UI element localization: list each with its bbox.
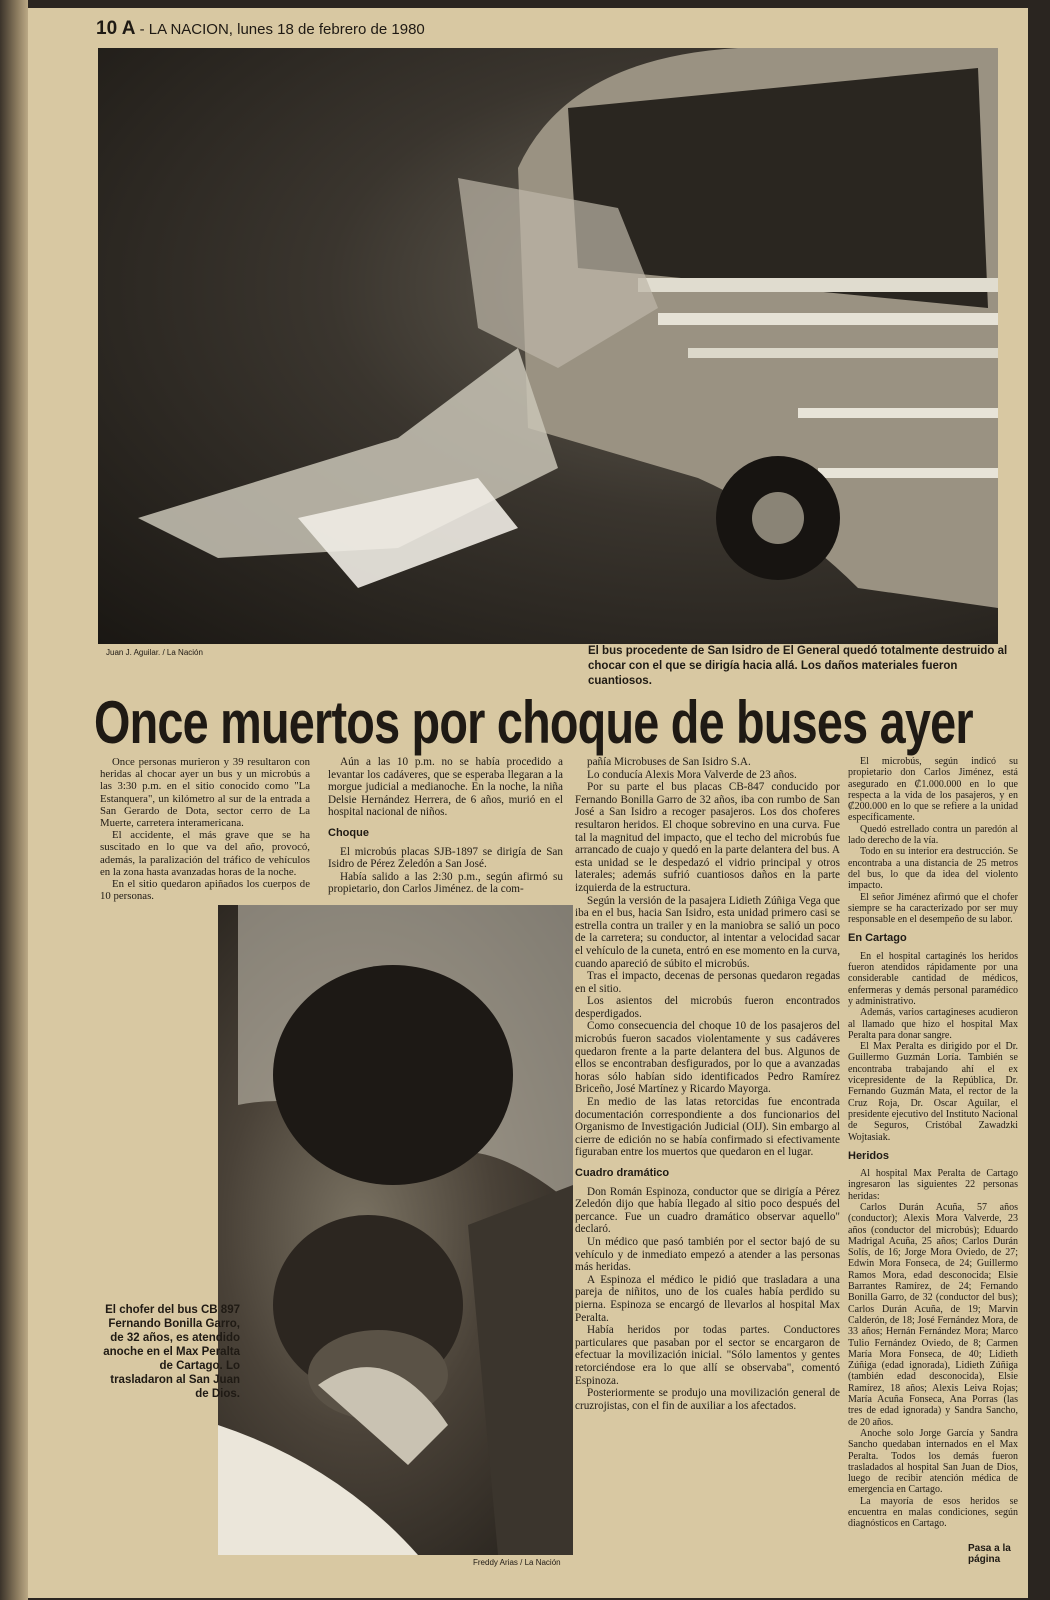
photo-caption-bottom: El chofer del bus CB 897 Fernando Bonilla Garro, de 32 años, es atendido anoche en el Max Peralta de Cartago. Lo trasladaron al San Juan de Dios. <box>103 1304 240 1400</box>
article-column-2 <box>328 756 563 896</box>
article-paragraph: En medio de las latas retorcidas fue encontrada documentación correspondiente a dos funcionarios del Organismo de Investigación Judicial (OIJ). Sin embargo al cierre de edición no se había confirmado si efectivamente figuraban entre los muertos que quedaron en el lugar. <box>575 1096 840 1159</box>
photo-credit-bottom: Freddy Arias / La Nación <box>473 1558 561 1567</box>
page-folio <box>96 18 425 40</box>
bus-wreck-photo <box>98 48 998 644</box>
article-column-1 <box>100 756 310 902</box>
article-paragraph: Además, varios cartagineses acudieron al llamado que hizo el hospital Max Peralta para donar sangre. <box>848 1007 1018 1041</box>
article-paragraph: Aún a las 10 p.m. no se había procedido a levantar los cadáveres, que se esperaba llegaran a la morgue judicial a medianoche. En la noche, la niña Delsie Hernández Herrera, de 6 años, murió en el hospital nacional de niños. <box>328 756 563 819</box>
article-paragraph: Los asientos del microbús fueron encontrados desperdigados. <box>575 995 840 1020</box>
article-paragraph: Once personas murieron y 39 resultaron con heridas al chocar ayer un bus y un microbús a las 3:30 p.m. en el sitio conocido como "La Estanquera", un kilómetro al sur de la entrada a San Gerardo de Dota, sector cerro de La Muerte, carretera interamericana. <box>100 756 310 830</box>
article-column-3 <box>575 756 840 1412</box>
article-paragraph: Don Román Espinoza, conductor que se dirigía a Pérez Zeledón dijo que había llegado al sitio poco después del percance. Fue un cuadro dramático observar aquello" declaró. <box>575 1185 840 1236</box>
article-paragraph: Según la versión de la pasajera Lidieth Zúñiga Vega que iba en el bus, hacia San Isidro, esta unidad primero casi se estrella contra un trailer y en la maniobra se salió un poco de la carretera; su conductor, al intentar a velocidad sacar el vehículo de la cuneta, entró en ese momento en la curva, cuando apareció de súbito el microbús. <box>575 894 840 970</box>
article-paragraph: Por su parte el bus placas CB-847 conducido por Fernando Bonilla Garro de 32 años, iba con rumbo de San José a San Isidro a recoger pasajeros. Los dos choferes resultaron heridos. El choque sobrevino en una curva. Fue tal la magnitud del impacto, que el techo del microbús fue arrancado de cuajo y quedó en la parte delantera del bus. A esta unidad se le despedazó el vidrio principal y otros laterales; además sufrió cuantiosos daños en la parte izquierda de la estructura. <box>575 781 840 894</box>
article-paragraph: En el hospital cartaginés los heridos fueron atendidos rápidamente por una considerable cantidad de médicos, enfermeras y demás personal paramédico y administrativo. <box>848 950 1018 1007</box>
section-subhead: Choque <box>328 826 369 839</box>
continuation-note: Pasa a la página <box>968 1543 1011 1565</box>
article-paragraph: Quedó estrellado contra un paredón al lado derecho de la vía. <box>848 823 1018 847</box>
photo-caption-top: El bus procedente de San Isidro de El General quedó totalmente destruido al chocar con el que se dirigía hacia allá. Los daños materiales fueron cuantiosos. <box>588 645 1008 687</box>
article-paragraph: El microbús, según indicó su propietario don Carlos Jiménez, está asegurado en ₡1.000.000 en lo que respecta a la vida de los pasajeros, y en ₡200.000 en lo que se refiere a la unidad específicamente. <box>848 756 1018 824</box>
article-paragraph: Un médico que pasó también por el sector bajó de su vehículo y de inmediato empezó a atender a las personas más heridas. <box>575 1235 840 1274</box>
section-subhead: Heridos <box>848 1149 889 1162</box>
article-paragraph: Todo en su interior era destrucción. Se encontraba a una distancia de 25 metros del bus, lo que da idea del violento impacto. <box>848 846 1018 892</box>
book-binding <box>0 0 28 1600</box>
article-paragraph: pañía Microbuses de San Isidro S.A. <box>587 756 751 768</box>
newspaper-page <box>28 8 1028 1598</box>
article-paragraph: En el sitio quedaron apiñados los cuerpos de 10 personas. <box>100 878 310 903</box>
section-subhead: En Cartago <box>848 932 907 945</box>
article-paragraph: Como consecuencia del choque 10 de los pasajeros del microbús fueron sacados violentamente y sus cadáveres quedaron frente a la parte delantera del bus. Algunos de ellos se encontraban desfigurados, por lo que a avanzadas horas sólo habían sido identificados Pedro Ramírez Briceño, José Martínez y Ricardo Mayorga. <box>575 1020 840 1096</box>
article-column-4 <box>848 756 1018 1530</box>
article-paragraph: Anoche solo Jorge García y Sandra Sancho quedaban internados en el Max Peralta. Todos los demás fueron trasladados al hospital San Juan de Dios, luego de recibir atención médica de emergencia en Cartago. <box>848 1427 1018 1496</box>
injured-driver-photo <box>218 905 573 1555</box>
article-paragraph: El accidente, el más grave que se ha suscitado en lo que va del año, provocó, además, la paralización del tráfico de vehículos en la zona hasta avanzadas horas de la noche. <box>100 829 310 878</box>
dateline: - LA NACION, lunes 18 de febrero de 1980 <box>139 21 425 38</box>
article-paragraph: Al hospital Max Peralta de Cartago ingresaron las siguientes 22 personas heridas: <box>848 1168 1018 1202</box>
article-paragraph: Había heridos por todas partes. Conductores particulares que pasaban por el sector se encargaron de efectuar la movilización inicial. "Sólo lamentos y gentes retorciéndose era lo que allí se observaba", comentó Espinoza. <box>575 1324 840 1387</box>
article-paragraph: A Espinoza el médico le pidió que trasladara a una pareja de niñitos, uno de los cuales había perdido su pierna. Espinoza se encargó de llevarlos al hospital Max Peralta. <box>575 1273 840 1324</box>
injured-driver-illustration <box>218 905 573 1555</box>
section-subhead: Cuadro dramático <box>575 1167 670 1179</box>
article-paragraph: Había salido a las 2:30 p.m., según afirmó su propietario, don Carlos Jiménez. de la com- <box>328 870 563 896</box>
bus-wreck-illustration <box>98 48 998 644</box>
headline: Once muertos por choque de buses ayer <box>94 689 973 756</box>
article-paragraph: El Max Peralta es dirigido por el Dr. Guillermo Guzmán Loría. También se encontraba trabajando ahí el ex vicepresidente de la República, Dr. Fernando Guzmán Mata, el rector de la Cruz Roja, Dr. Oscar Aguilar, el presidente ejecutivo del Instituto Nacional de Seguros, Cristóbal Zawadzki Wojtasiak. <box>848 1041 1018 1143</box>
article-paragraph: Lo conducía Alexis Mora Valverde de 23 años. <box>587 768 797 781</box>
photo-credit-top: Juan J. Aguilar. / La Nación <box>106 648 203 657</box>
article-paragraph: Posteriormente se produjo una movilización general de cruzrojistas, con el fin de auxiliar a los afectados. <box>575 1387 840 1412</box>
article-paragraph: El señor Jiménez afirmó que el chofer siempre se ha caracterizado por ser muy responsable en el desempeño de su labor. <box>848 891 1018 926</box>
article-paragraph: La mayoría de esos heridos se encuentra en malas condiciones, según diagnósticos en Cartago. <box>848 1495 1018 1530</box>
article-paragraph: Carlos Durán Acuña, 57 años (conductor); Alexis Mora Valverde, 23 años (conductor del microbús); Eduardo Madrigal Acuña, 25 años; Carlos Durán Solís, de 16; Jorge Mora Oviedo, de 27; Edwin Mora Fonseca, de 24; Guillermo Ramos Mora, edad desconocida; Elsie Barrantes Ramírez, de 24; Fernando Bonilla Garro, de 32 (conductor del bus); Carlos Durán Acuña, de 19; Marvin Calderón, de 18; José Fernández Mora, de 33 años; Hernán Fernández Mora; Marco Tulio Fernández Oviedo, de 8; Carmen María Mora Fonseca, de 40; Lidieth Zúñiga (edad ignorada), Lidieth Zúñiga (también edad desconocida), Elsie Ramírez, 18 años; Alexis Leiva Rojas; María Acuña Fonseca, Ana Porras (las tres de edad ignorada) y Sandra Sancho, de 20 años. <box>848 1201 1018 1428</box>
page-number: 10 A <box>96 18 136 39</box>
article-paragraph: El microbús placas SJB-1897 se dirigía de San Isidro de Pérez Zeledón a San José. <box>328 845 563 871</box>
article-paragraph: Tras el impacto, decenas de personas quedaron regadas en el sitio. <box>575 970 840 995</box>
